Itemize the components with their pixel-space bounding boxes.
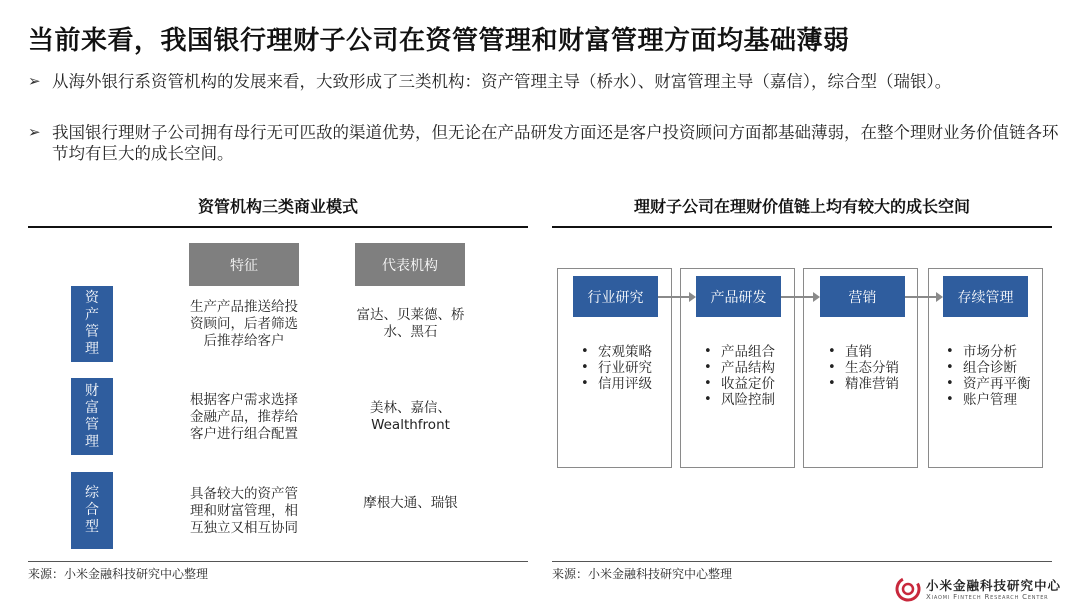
slide-title: 当前来看，我国银行理财子公司在资管管理和财富管理方面均基础薄弱 xyxy=(28,26,850,56)
type-label-comprehensive: 综合型 xyxy=(71,472,113,549)
list-item: • 直销 xyxy=(825,344,899,360)
list-item: • 收益定价 xyxy=(701,376,775,392)
bullet-item xyxy=(28,71,1072,92)
left-panel-divider xyxy=(28,226,528,228)
list-item: • 宏观策略 xyxy=(578,344,652,360)
right-panel-title: 理财子公司在理财价值链上均有较大的成长空间 xyxy=(633,197,970,216)
stage-list-marketing xyxy=(825,344,899,392)
left-panel-title: 资管机构三类商业模式 xyxy=(197,197,358,216)
list-item: • 产品组合 xyxy=(701,344,775,360)
list-item: • 账户管理 xyxy=(943,392,1031,408)
stage-header-product-development: 产品研发 xyxy=(696,276,781,317)
list-item: • 行业研究 xyxy=(578,360,652,376)
feature-cell-comprehensive: 具备较大的资产管理和财富管理，相互独立又相互协同 xyxy=(190,486,298,536)
stage-list-lifecycle-management xyxy=(943,344,1031,408)
feature-cell-wealth-management: 根据客户需求选择金融产品，推荐给客户进行组合配置 xyxy=(190,392,298,442)
list-item: • 精准营销 xyxy=(825,376,899,392)
bullet-arrow-icon: ➢ xyxy=(28,72,41,90)
bullet-arrow-icon: ➢ xyxy=(28,123,41,141)
right-panel-bottom-divider xyxy=(552,561,1052,562)
representative-cell-wealth-management: 美林、嘉信、Wealthfront xyxy=(370,400,451,433)
stage-list-product-development xyxy=(701,344,775,408)
stage-list-industry-research xyxy=(578,344,652,392)
xiaomi-fintech-logo-icon xyxy=(894,575,922,603)
stage-header-industry-research: 行业研究 xyxy=(573,276,658,317)
list-item: • 资产再平衡 xyxy=(943,376,1031,392)
column-header-feature: 特征 xyxy=(189,243,299,286)
footer-org-name: 小米金融科技研究中心 xyxy=(926,578,1062,593)
right-panel-divider xyxy=(552,226,1052,228)
flow-arrow-icon xyxy=(781,290,820,304)
flow-arrow-icon xyxy=(905,290,943,304)
footer-org-name-en: Xiaomi Fintech Research Center xyxy=(926,593,1049,601)
feature-cell-asset-management: 生产产品推送给投资顾问，后者筛选后推荐给客户 xyxy=(190,299,298,349)
list-item: • 风险控制 xyxy=(701,392,775,408)
list-item: • 组合诊断 xyxy=(943,360,1031,376)
bullet-text: 从海外银行系资管机构的发展来看，大致形成了三类机构：资产管理主导（桥水）、财富管理主导（嘉信），综合型（瑞银）。 xyxy=(52,72,952,91)
left-source-note: 来源：小米金融科技研究中心整理 xyxy=(28,567,209,581)
flow-arrow-icon xyxy=(658,290,696,304)
stage-header-marketing: 营销 xyxy=(820,276,905,317)
bullet-text: 我国银行理财子公司拥有母行无可匹敌的渠道优势，但无论在产品研发方面还是客户投资顾问方面都基础薄弱，在整个理财业务价值链各环节均有巨大的成长空间。 xyxy=(52,123,1059,163)
representative-cell-comprehensive: 摩根大通、瑞银 xyxy=(363,495,458,511)
list-item: • 信用评级 xyxy=(578,376,652,392)
stage-header-lifecycle-management: 存续管理 xyxy=(943,276,1028,317)
representative-cell-asset-management: 富达、贝莱德、桥水、黑石 xyxy=(356,307,465,340)
bullet-item xyxy=(28,122,1072,164)
column-header-representative: 代表机构 xyxy=(355,243,465,286)
type-label-wealth-management: 财富管理 xyxy=(71,378,113,455)
list-item: • 产品结构 xyxy=(701,360,775,376)
type-label-asset-management: 资产管理 xyxy=(71,286,113,362)
list-item: • 市场分析 xyxy=(943,344,1031,360)
left-panel-bottom-divider xyxy=(28,561,528,562)
right-source-note: 来源：小米金融科技研究中心整理 xyxy=(552,567,733,581)
list-item: • 生态分销 xyxy=(825,360,899,376)
